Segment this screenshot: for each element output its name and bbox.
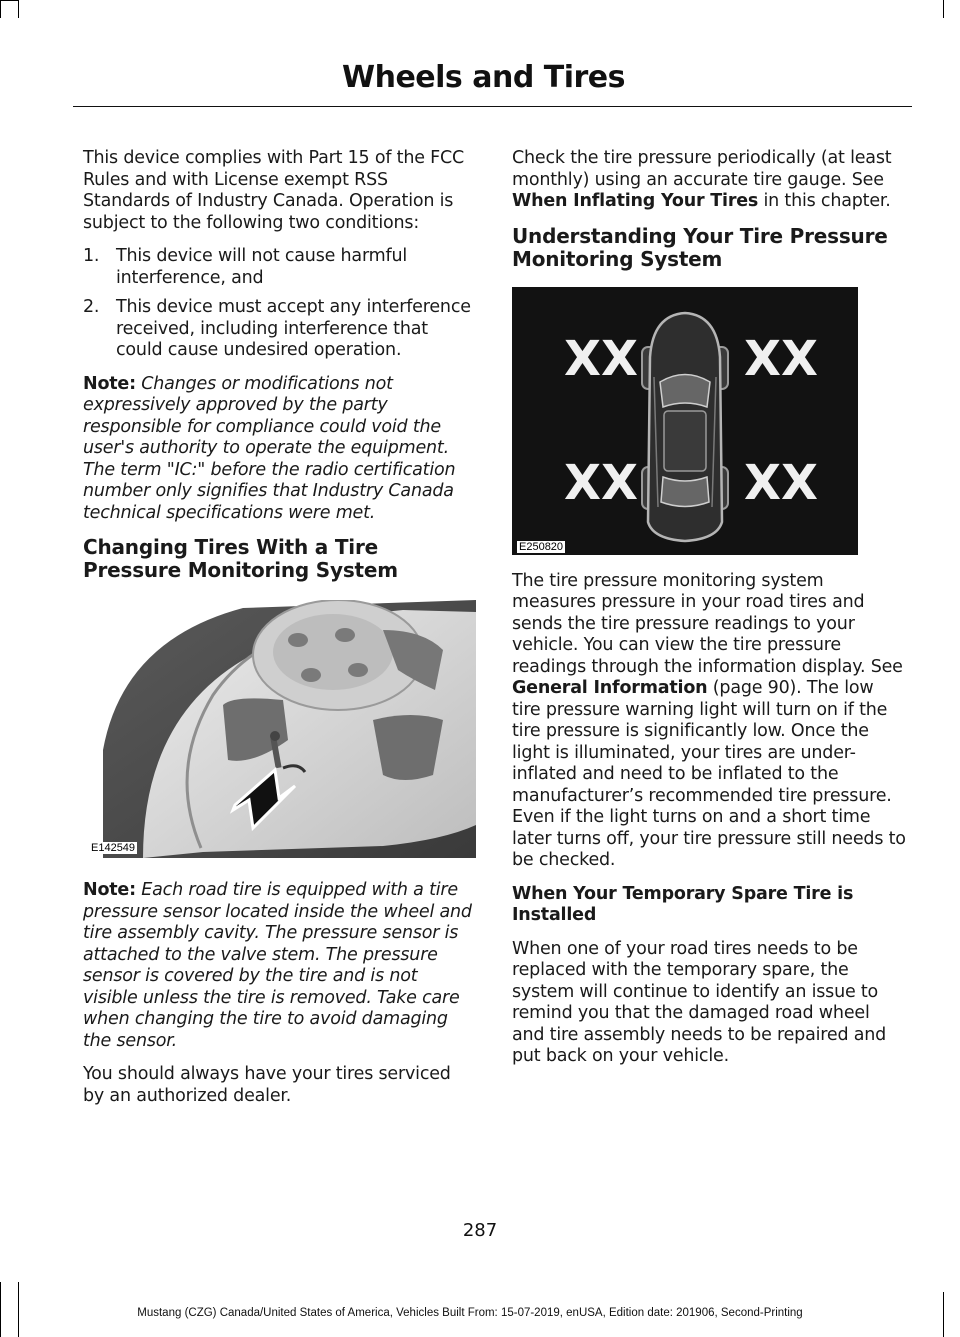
- tire-reading-front-left: XX: [564, 330, 639, 387]
- text-span: Check the tire pressure periodically (at least monthly) using an accurate tire gauge. See: [512, 148, 892, 190]
- note-label: Note:: [83, 373, 136, 394]
- list-text: This device must accept any interference received, including interference that could cause undesired operation.: [116, 297, 471, 360]
- list-number: 2.: [83, 297, 100, 317]
- tire-reading-rear-right: XX: [744, 454, 819, 511]
- text-span: (page 90). The low tire pressure warning light will turn on if the tire pressure is significantly low. Once the light is illuminated, your tires are under-inflated and need to be inflated to the manufacturer’s recommended tire pressure. Even if the light turns on and a short time later turns off, your tire pressure still needs to be checked.: [512, 678, 906, 870]
- tire-reading-rear-left: XX: [564, 454, 639, 511]
- note-text: Each road tire is equipped with a tire pressure sensor located inside the wheel and tire assembly cavity. The pressure sensor is attached to the valve stem. The pressure sensor is covered by the tire and is not visible unless the tire is removed. Take care when changing the tire to avoid damaging the sensor.: [83, 880, 472, 1051]
- crop-mark: [943, 0, 944, 18]
- crop-mark: [0, 0, 1, 18]
- list-item: [83, 246, 476, 289]
- right-column: [512, 148, 907, 1080]
- page-number: 287: [462, 1220, 498, 1241]
- note-label: Note:: [83, 880, 136, 900]
- list-number: 1.: [83, 246, 100, 266]
- cross-reference-link[interactable]: When Inflating Your Tires: [512, 191, 759, 211]
- figure-code: E250820: [519, 540, 564, 553]
- car-topview-icon: [642, 313, 728, 541]
- list-text: This device will not cause harmful interference, and: [116, 246, 407, 288]
- note-text: Changes or modifications not expressively approved by the party responsible for compliance could void the user's authority to operate the equipment. The term "IC:" before the radio certification number only signifies that Industry Canada technical specifications were met.: [83, 373, 456, 523]
- spare-tire-text: When one of your road tires needs to be replaced with the temporary spare, the system will continue to identify an issue to remind you that the damaged road wheel and tire assembly needs to be repaired and put back on your vehicle.: [512, 938, 887, 1066]
- tpms-display-figure: [512, 287, 858, 555]
- note-modifications: [83, 374, 476, 525]
- service-text: You should always have your tires serviced by an authorized dealer.: [83, 1064, 451, 1106]
- wheel-illustration: [83, 600, 476, 858]
- tpms-display-illustration: [512, 287, 858, 555]
- text-span: The tire pressure monitoring system measures pressure in your road tires and sends the tire pressure readings to your vehicle. You can view the tire pressure readings through the information display. See: [512, 570, 903, 677]
- crop-mark: [18, 0, 19, 18]
- tpms-description: [512, 571, 907, 872]
- crop-mark: [0, 0, 18, 1]
- footer-text: Mustang (CZG) Canada/United States of America, Vehicles Built From: 15-07-2019, enUSA, Edition date: 201906, Second-Printing: [137, 1307, 803, 1319]
- fcc-intro: This device complies with Part 15 of the FCC Rules and with License exempt RSS Standards of Industry Canada. Operation is subject to the following two conditions:: [83, 148, 465, 233]
- title-rule: [73, 106, 912, 107]
- section-heading-changing-tires: Changing Tires With a Tire Pressure Monitoring System: [83, 535, 398, 582]
- note-sensor: [83, 880, 476, 1052]
- tire-reading-front-right: XX: [744, 330, 819, 387]
- check-pressure-text: [512, 148, 907, 213]
- conditions-list: [83, 246, 476, 362]
- cross-reference-link[interactable]: General Information: [512, 678, 708, 698]
- page-title: Wheels and Tires: [342, 60, 625, 95]
- figure-code: E142549: [91, 842, 136, 854]
- section-heading-understanding-tpms: Understanding Your Tire Pressure Monitoring System: [512, 223, 888, 271]
- wheel-valve-figure: [83, 600, 476, 858]
- crop-mark: [943, 1292, 944, 1337]
- list-item: [83, 297, 476, 362]
- text-span: in this chapter.: [758, 191, 891, 211]
- subheading-temporary-spare: When Your Temporary Spare Tire is Installed: [512, 883, 854, 925]
- left-column: [83, 148, 476, 1119]
